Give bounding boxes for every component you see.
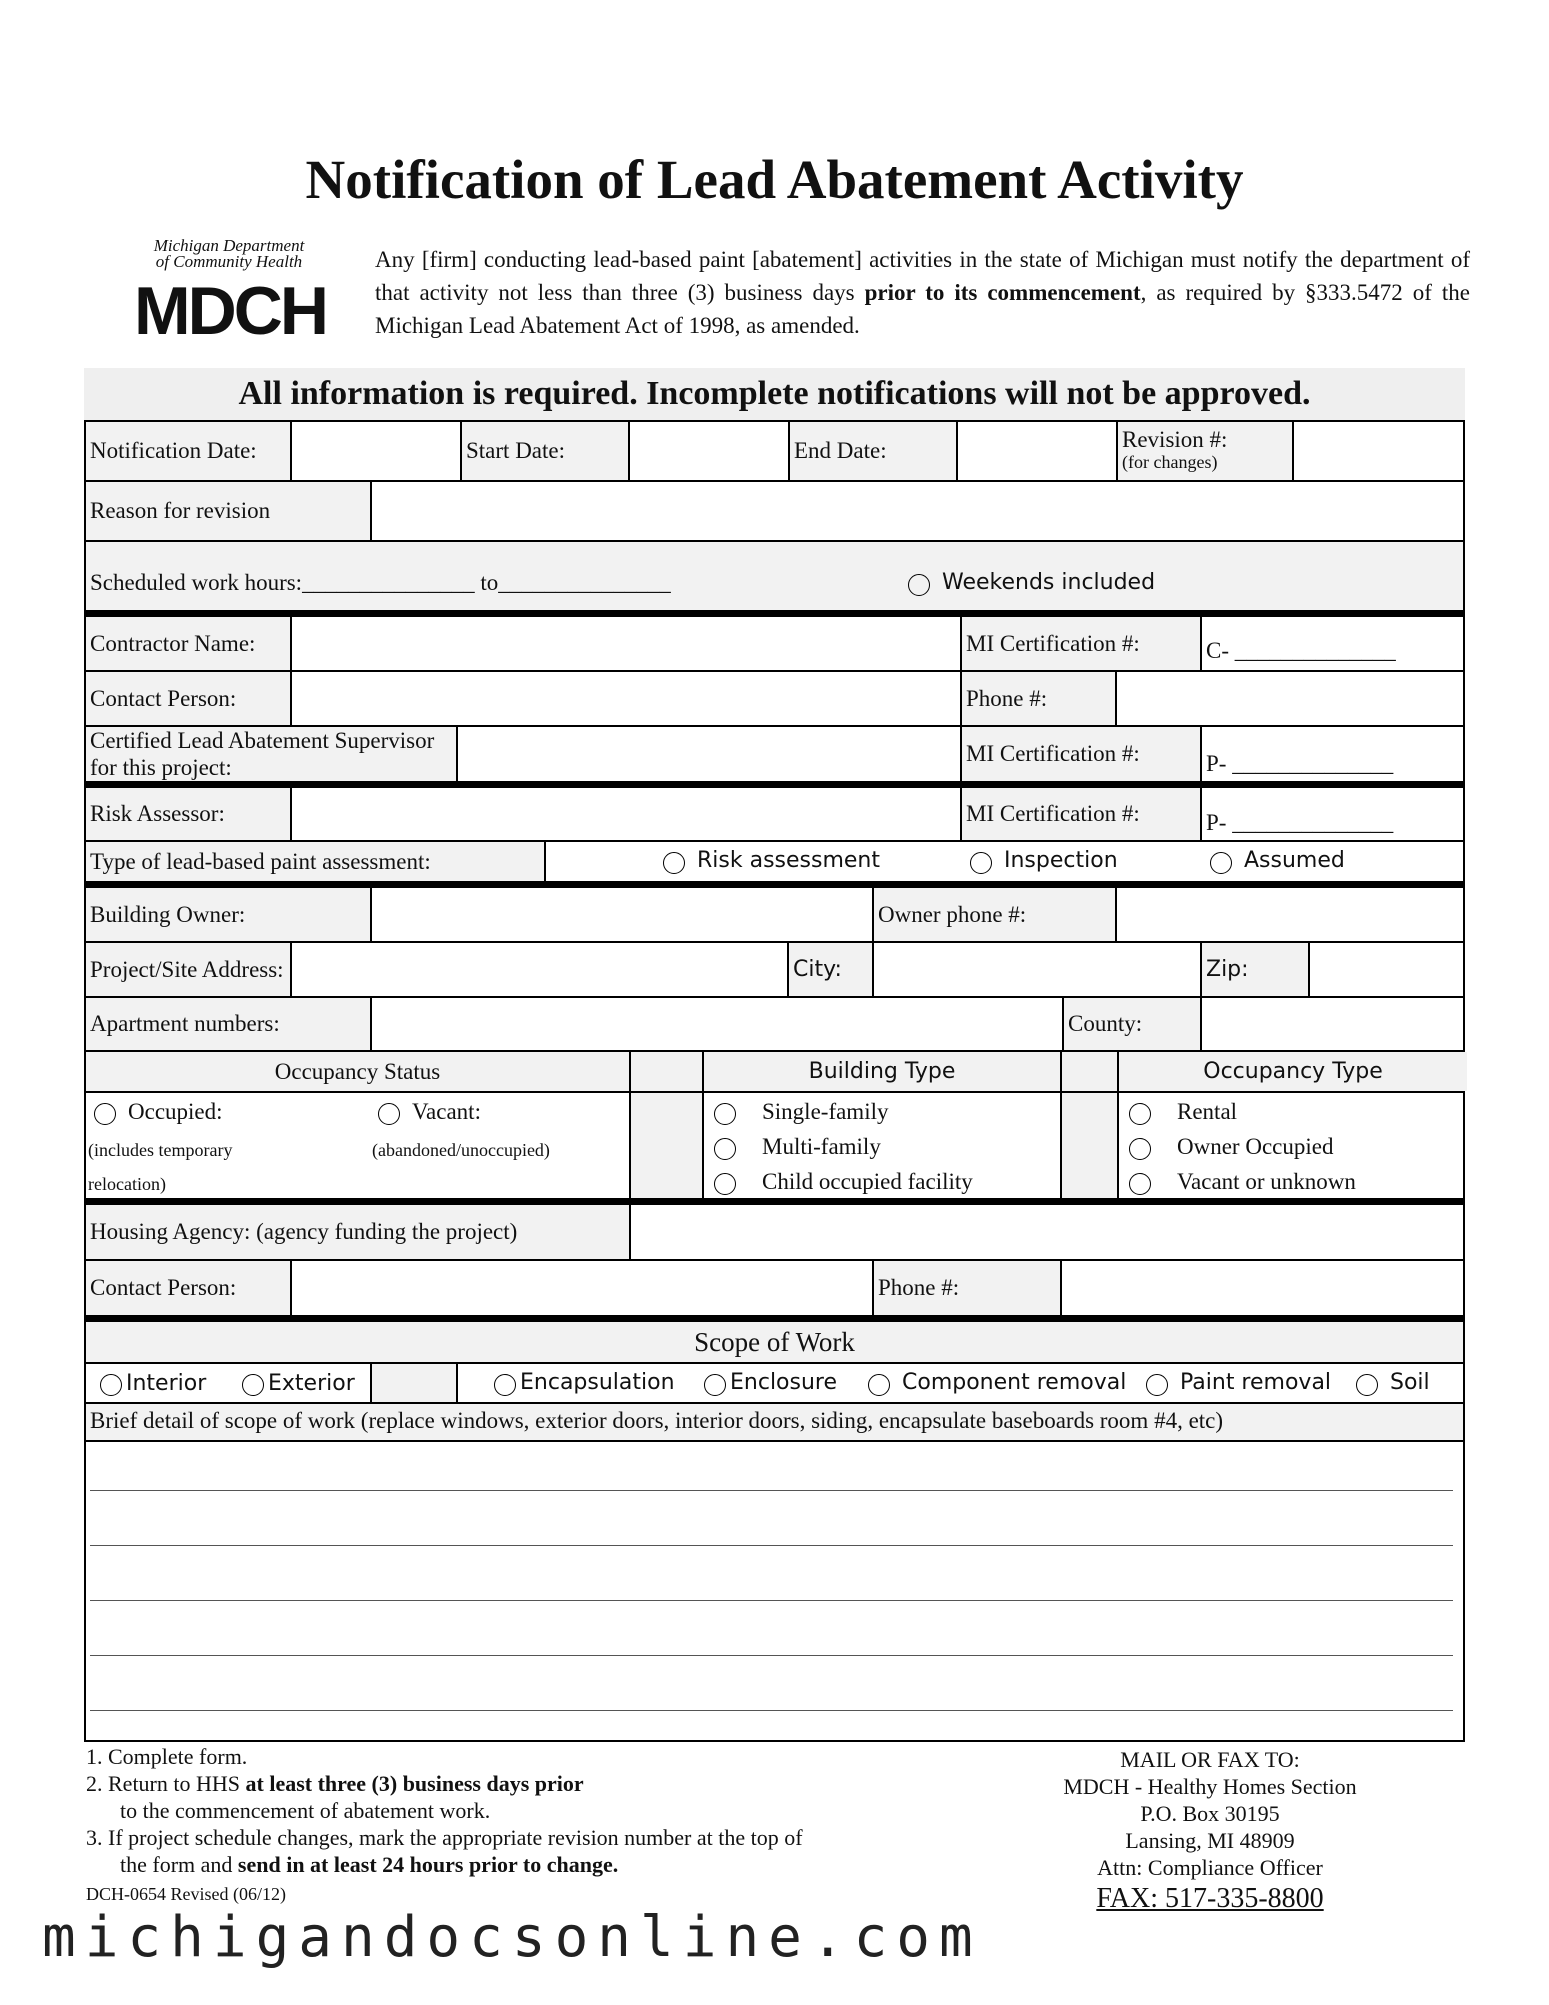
- weekends-option[interactable]: Weekends included: [908, 570, 1155, 596]
- occupancy-status-header: Occupancy Status: [86, 1052, 631, 1091]
- city-input[interactable]: [874, 943, 1202, 996]
- single-family-option[interactable]: Single-family: [714, 1099, 888, 1125]
- work-hours-row: [86, 542, 1463, 617]
- notification-date-label: Notification Date:: [86, 422, 292, 480]
- exterior-radio[interactable]: [242, 1374, 264, 1396]
- spacer-cell-5: [372, 1364, 458, 1402]
- housing-contact-row: [86, 1261, 1463, 1322]
- assessment-risk-radio[interactable]: [663, 852, 685, 874]
- housing-contact-label: Contact Person:: [86, 1261, 292, 1315]
- contractor-cert-input[interactable]: C- ______________: [1206, 638, 1396, 663]
- soil-radio[interactable]: [1356, 1374, 1378, 1396]
- assessment-inspection-option[interactable]: Inspection: [970, 848, 1118, 874]
- logo-line1: Michigan Department: [153, 236, 305, 255]
- risk-cert-input[interactable]: P- ______________: [1206, 810, 1394, 835]
- risk-assessor-row: [86, 788, 1463, 842]
- vacant-note: (abandoned/unoccupied): [372, 1140, 550, 1160]
- owner-row: [86, 888, 1463, 943]
- revision-input[interactable]: [1294, 422, 1467, 480]
- instruction-3: 3. If project schedule changes, mark the appropriate revision number at the top of: [86, 1825, 803, 1850]
- owner-phone-label: Owner phone #:: [874, 888, 1117, 941]
- interior-option[interactable]: Interior: [100, 1370, 206, 1396]
- notification-date-input[interactable]: [292, 422, 462, 480]
- housing-phone-label: Phone #:: [874, 1261, 1062, 1315]
- fax-number: FAX: 517-335-8800: [1096, 1883, 1324, 1914]
- housing-input[interactable]: [631, 1205, 1467, 1259]
- revision-label: Revision #: (for changes): [1118, 422, 1294, 480]
- zip-input[interactable]: [1310, 943, 1467, 996]
- contractor-cert-label: MI Certification #:: [962, 617, 1202, 670]
- occupancy-status-cell: [86, 1093, 631, 1198]
- housing-label: Housing Agency: (agency funding the project): [86, 1205, 631, 1259]
- assessment-assumed-radio[interactable]: [1210, 852, 1232, 874]
- logo-line2: of Community Health: [155, 252, 303, 271]
- mdch-logo: [134, 238, 324, 358]
- apartment-row: [86, 998, 1463, 1052]
- spacer-cell-2: [1062, 1052, 1119, 1091]
- rental-option[interactable]: Rental: [1129, 1099, 1237, 1125]
- instruction-2: 2. Return to HHS at least three (3) business days prior: [86, 1771, 584, 1796]
- spacer-cell-1: [631, 1052, 704, 1091]
- occupied-option[interactable]: Occupied:: [94, 1099, 223, 1125]
- child-facility-radio[interactable]: [714, 1173, 736, 1195]
- supervisor-row: [86, 727, 1463, 788]
- zip-label: Zip:: [1202, 943, 1310, 996]
- scope-location-cell: [86, 1364, 372, 1402]
- owner-occupied-option[interactable]: Owner Occupied: [1129, 1134, 1333, 1160]
- mail-block: [1000, 1746, 1420, 1912]
- vacant-radio[interactable]: [378, 1103, 400, 1125]
- supervisor-label: Certified Lead Abatement Supervisor for this project:: [86, 727, 458, 781]
- scope-detail-label: Brief detail of scope of work (replace windows, exterior doors, interior doors, siding, encapsulate baseboards room #4, etc): [86, 1404, 1463, 1442]
- contractor-name-input[interactable]: [292, 617, 962, 670]
- multi-family-option[interactable]: Multi-family: [714, 1134, 881, 1160]
- intro-paragraph: Any [firm] conducting lead-based paint [abatement] activities in the state of Michigan must notify the department of that activity not less than three (3) business days prior to its commencement, as required by §333.5472 of the Michigan Lead Abatement Act of 1998, as amended.: [375, 247, 1470, 338]
- supervisor-input[interactable]: [458, 727, 962, 781]
- instruction-1: 1. Complete form.: [86, 1744, 248, 1769]
- vacant-option[interactable]: Vacant:: [378, 1099, 481, 1125]
- reason-row: [86, 482, 1463, 542]
- mail-line1: MDCH - Healthy Homes Section: [1063, 1774, 1357, 1799]
- soil-option[interactable]: Soil: [1356, 1370, 1430, 1396]
- supervisor-cert-input[interactable]: P- ______________: [1206, 751, 1394, 776]
- enclosure-radio[interactable]: [704, 1374, 726, 1396]
- occupied-radio[interactable]: [94, 1103, 116, 1125]
- assessment-row: [86, 842, 1463, 888]
- risk-assessor-input[interactable]: [292, 788, 962, 840]
- logo-acronym: MDCH: [134, 273, 326, 349]
- occupied-note: (includes temporary relocation): [88, 1140, 233, 1194]
- assessment-assumed-option[interactable]: Assumed: [1210, 848, 1345, 874]
- building-type-header: Building Type: [704, 1052, 1062, 1091]
- contact-person-label: Contact Person:: [86, 672, 292, 725]
- rental-radio[interactable]: [1129, 1103, 1151, 1125]
- reason-input[interactable]: [372, 482, 1467, 540]
- scope-line-3: [90, 1600, 1453, 1601]
- paint-removal-radio[interactable]: [1146, 1374, 1168, 1396]
- apartment-input[interactable]: [372, 998, 1064, 1050]
- building-type-cell: [704, 1093, 1062, 1198]
- spacer-cell-3: [631, 1093, 704, 1198]
- form-id: DCH-0654 Revised (06/12): [86, 1884, 286, 1904]
- address-row: [86, 943, 1463, 998]
- assessment-label: Type of lead-based paint assessment:: [86, 842, 546, 881]
- contact-phone-label: Phone #:: [962, 672, 1117, 725]
- instruction-3-cont: the form and send in at least 24 hours prior to change.: [120, 1852, 619, 1877]
- assessment-inspection-radio[interactable]: [970, 852, 992, 874]
- city-label: City:: [789, 943, 874, 996]
- notification-form: [84, 420, 1465, 1742]
- start-date-label: Start Date:: [462, 422, 630, 480]
- enclosure-option[interactable]: Enclosure: [704, 1370, 837, 1396]
- contractor-row: [86, 617, 1463, 672]
- dates-row: [86, 422, 1463, 482]
- instruction-2-cont: to the commencement of abatement work.: [120, 1798, 491, 1823]
- address-label: Project/Site Address:: [86, 943, 292, 996]
- vacant-unknown-option[interactable]: Vacant or unknown: [1129, 1169, 1356, 1195]
- end-date-input[interactable]: [958, 422, 1118, 480]
- scope-detail-area[interactable]: [86, 1442, 1463, 1742]
- paint-removal-option[interactable]: Paint removal: [1146, 1370, 1331, 1396]
- housing-contact-input[interactable]: [292, 1261, 874, 1315]
- work-hours-label: Scheduled work hours:_______________ to_______________: [90, 570, 671, 595]
- apartment-label: Apartment numbers:: [86, 998, 372, 1050]
- contact-phone-input[interactable]: [1117, 672, 1467, 725]
- component-removal-option[interactable]: Component removal: [868, 1370, 1126, 1396]
- multi-family-radio[interactable]: [714, 1138, 736, 1160]
- scope-header: Scope of Work: [86, 1322, 1463, 1364]
- mail-heading: MAIL OR FAX TO:: [1120, 1747, 1300, 1772]
- mail-line4: Attn: Compliance Officer: [1097, 1855, 1323, 1880]
- end-date-label: End Date:: [790, 422, 958, 480]
- component-removal-radio[interactable]: [868, 1374, 890, 1396]
- single-family-radio[interactable]: [714, 1103, 736, 1125]
- watermark: michigandocsonline.com: [42, 1905, 982, 1970]
- housing-phone-input[interactable]: [1062, 1261, 1467, 1315]
- owner-label: Building Owner:: [86, 888, 372, 941]
- encapsulation-option[interactable]: Encapsulation: [494, 1370, 675, 1396]
- contact-row: [86, 672, 1463, 727]
- start-date-input[interactable]: [630, 422, 790, 480]
- risk-assessor-label: Risk Assessor:: [86, 788, 292, 840]
- housing-row: [86, 1205, 1463, 1261]
- scope-line-5: [90, 1710, 1453, 1711]
- instructions: [86, 1743, 966, 1878]
- owner-phone-input[interactable]: [1117, 888, 1467, 941]
- contractor-name-label: Contractor Name:: [86, 617, 292, 670]
- mail-line2: P.O. Box 30195: [1140, 1801, 1280, 1826]
- child-facility-option[interactable]: Child occupied facility: [714, 1169, 973, 1195]
- weekends-radio[interactable]: [908, 574, 930, 596]
- vacant-unknown-radio[interactable]: [1129, 1173, 1151, 1195]
- address-input[interactable]: [292, 943, 789, 996]
- assessment-risk-option[interactable]: Risk assessment: [663, 848, 880, 874]
- reason-label: Reason for revision: [86, 482, 372, 540]
- encapsulation-radio[interactable]: [494, 1374, 516, 1396]
- spacer-cell-4: [1062, 1093, 1119, 1198]
- occupancy-type-header: Occupancy Type: [1119, 1052, 1467, 1091]
- mail-line3: Lansing, MI 48909: [1125, 1828, 1295, 1853]
- type-options-row: [86, 1093, 1463, 1205]
- page-title: Notification of Lead Abatement Activity: [305, 149, 1244, 210]
- supervisor-cert-label: MI Certification #:: [962, 727, 1202, 781]
- scope-options-row: [86, 1364, 1463, 1404]
- owner-input[interactable]: [372, 888, 874, 941]
- interior-radio[interactable]: [100, 1374, 122, 1396]
- required-banner: All information is required. Incomplete notifications will not be approved.: [84, 368, 1465, 420]
- scope-line-1: [90, 1490, 1453, 1491]
- county-label: County:: [1064, 998, 1202, 1050]
- owner-occupied-radio[interactable]: [1129, 1138, 1151, 1160]
- scope-line-4: [90, 1655, 1453, 1656]
- contact-person-input[interactable]: [292, 672, 962, 725]
- exterior-option[interactable]: Exterior: [242, 1370, 355, 1396]
- scope-line-2: [90, 1545, 1453, 1546]
- risk-cert-label: MI Certification #:: [962, 788, 1202, 840]
- occupancy-type-cell: [1119, 1093, 1467, 1198]
- county-input[interactable]: [1202, 998, 1467, 1050]
- type-header-row: [86, 1052, 1463, 1093]
